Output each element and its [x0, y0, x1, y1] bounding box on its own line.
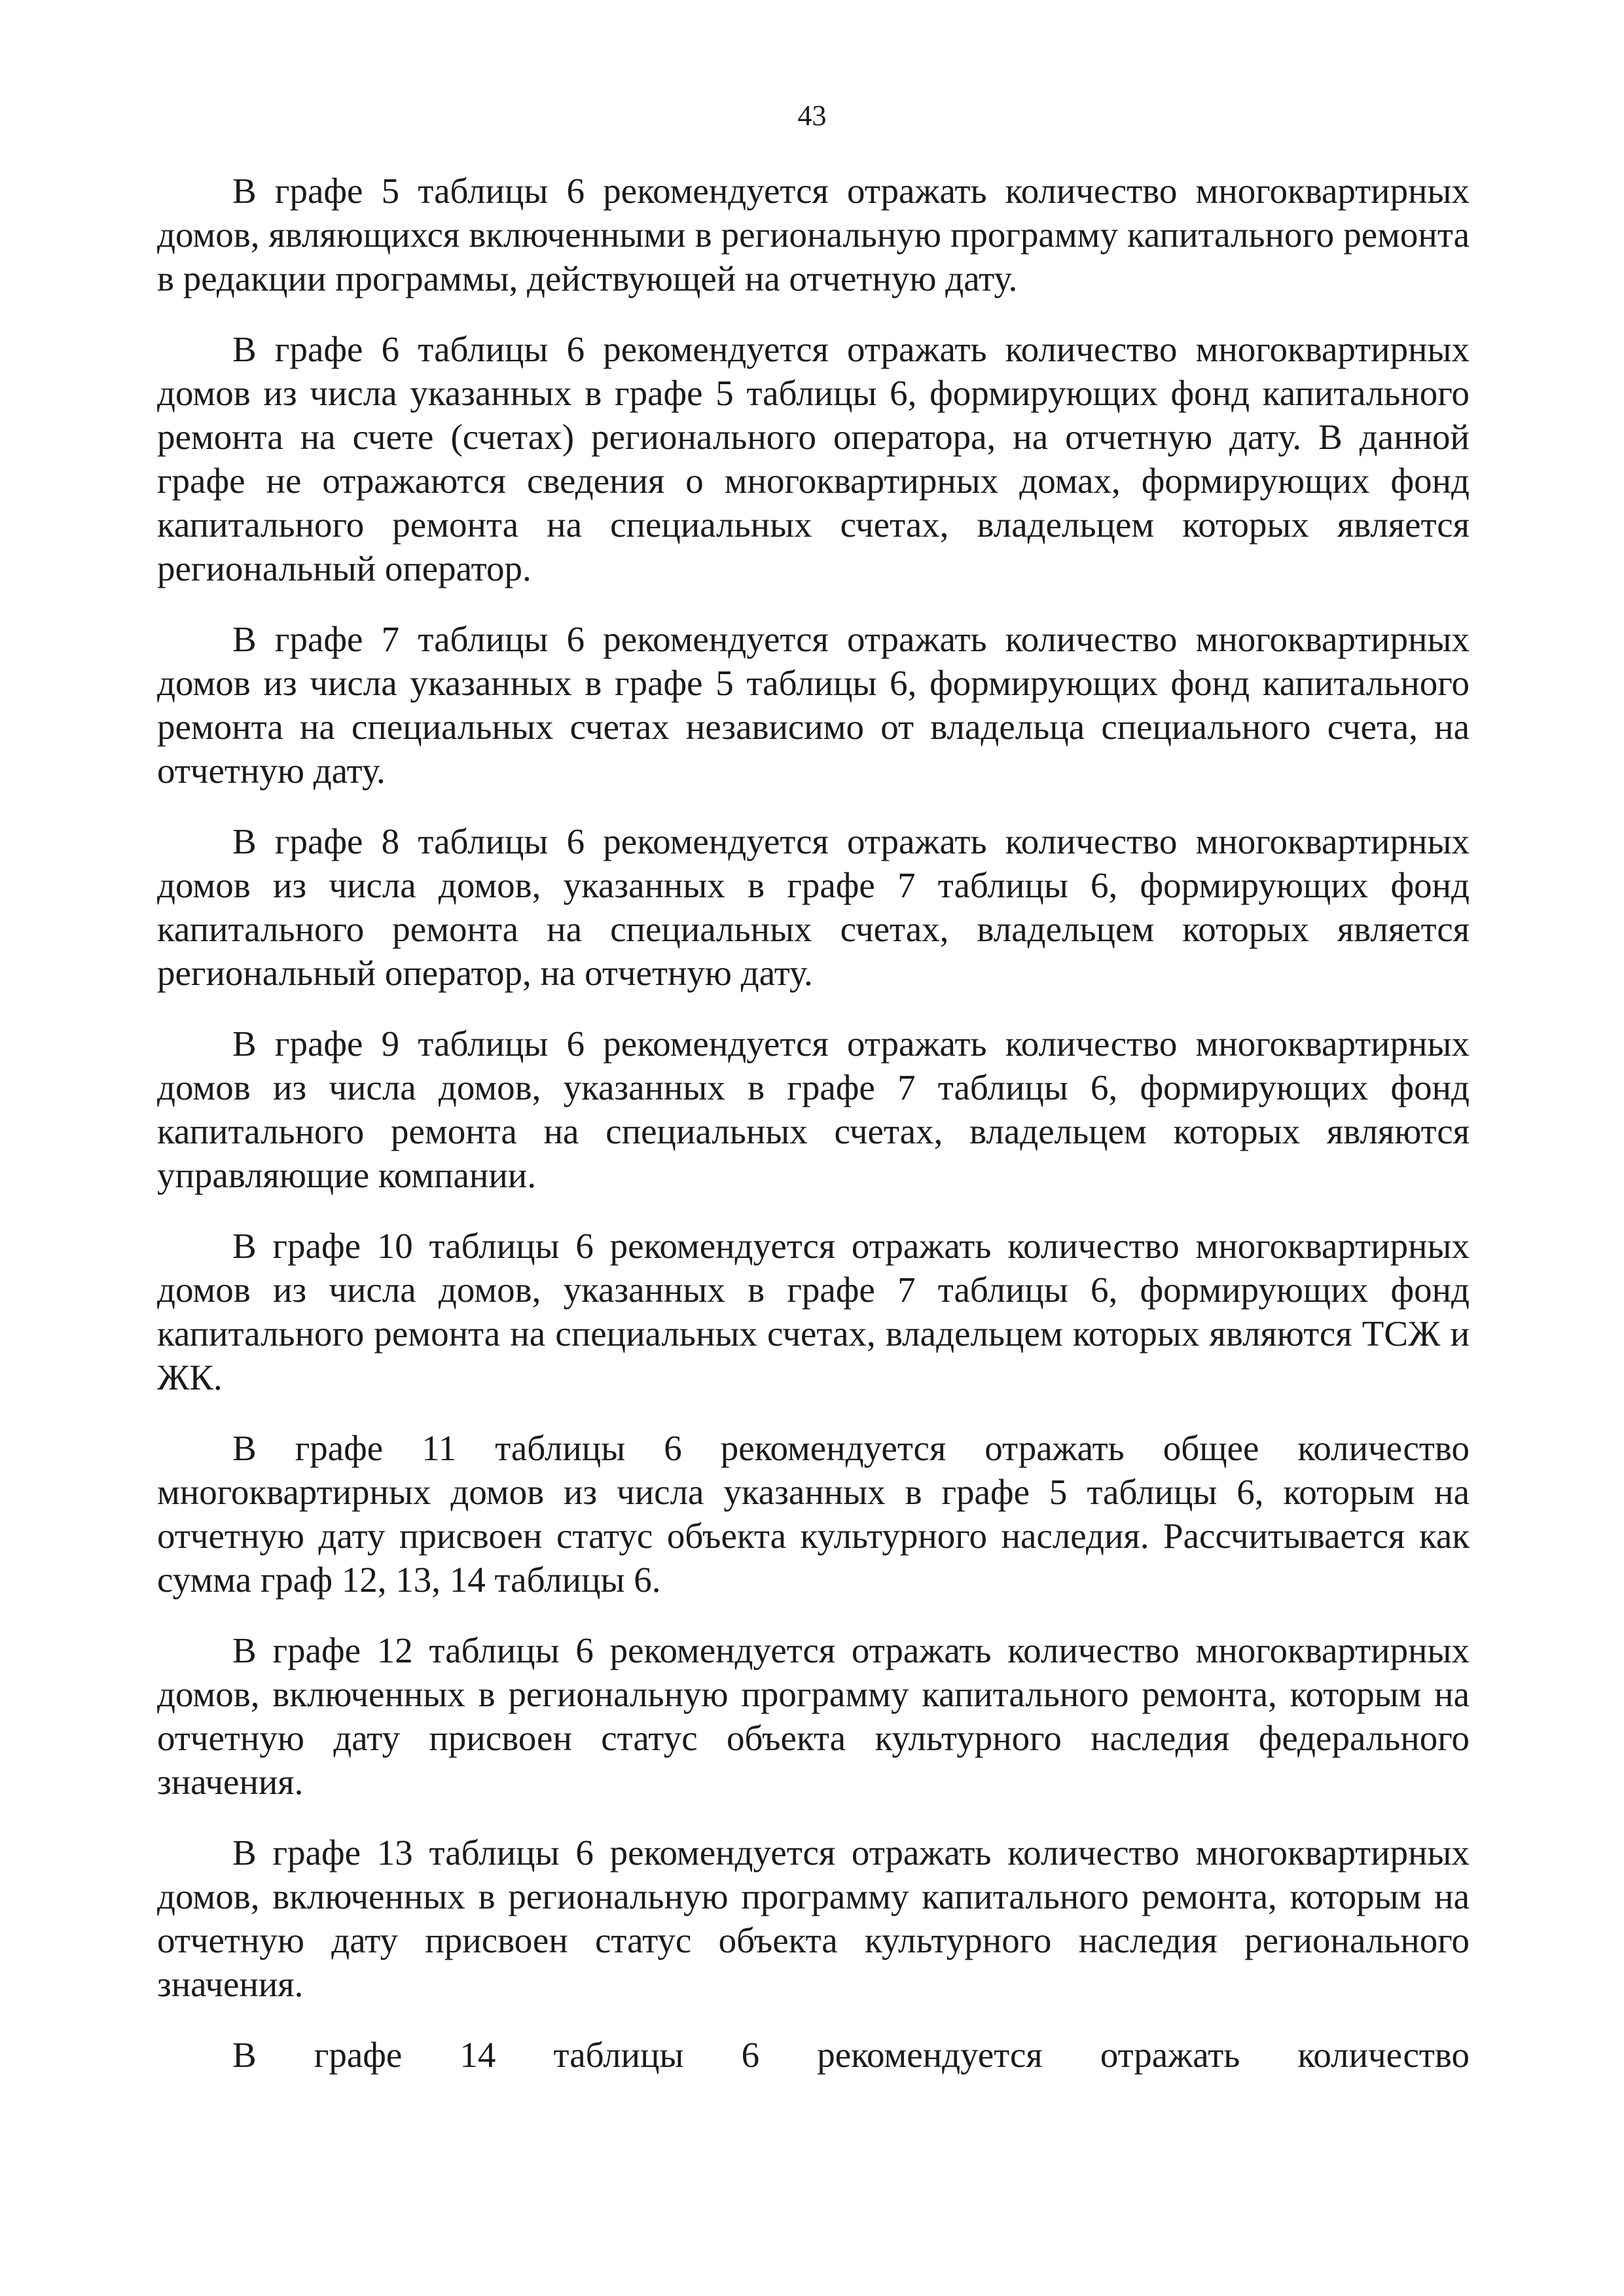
- paragraph-column-8: В графе 8 таблицы 6 рекомендуется отражать количество многоквартирных домов из числа домов, указанных в графе 7 таблицы 6, формирующих фонд капитального ремонта на специальных счетах, владельцем которых является региональный оператор, на отчетную дату.: [157, 821, 1470, 993]
- paragraph-column-7: В графе 7 таблицы 6 рекомендуется отражать количество многоквартирных домов из числа указанных в графе 5 таблицы 6, формирующих фонд капитального ремонта на специальных счетах независимо от владельца специального счета, на отчетную дату.: [157, 619, 1470, 791]
- paragraph-column-11: В графе 11 таблицы 6 рекомендуется отражать общее количество многоквартирных домов из числа указанных в графе 5 таблицы 6, которым на отчетную дату присвоен статус объекта культурного наследия. Рассчитывается как сумма граф 12, 13, 14 таблицы 6.: [157, 1428, 1470, 1600]
- paragraph-column-10: В графе 10 таблицы 6 рекомендуется отражать количество многоквартирных домов из числа домов, указанных в графе 7 таблицы 6, формирующих фонд капитального ремонта на специальных счетах, владельцем которых являются ТСЖ и ЖК.: [157, 1226, 1470, 1397]
- page-number: 43: [797, 99, 827, 132]
- paragraph-column-6: В графе 6 таблицы 6 рекомендуется отражать количество многоквартирных домов из числа указанных в графе 5 таблицы 6, формирующих фонд капитального ремонта на счете (счетах) регионального оператора, на отчетную дату. В данной графе не отражаются сведения о многоквартирных домах, формирующих фонд капитального ремонта на специальных счетах, владельцем которых является региональный оператор.: [157, 329, 1470, 588]
- page-body: [157, 169, 1470, 2077]
- paragraph-column-5: В графе 5 таблицы 6 рекомендуется отражать количество многоквартирных домов, являющихся включенными в региональную программу капитального ремонта в редакции программы, действующей на отчетную дату.: [157, 171, 1470, 298]
- paragraph-column-14: В графе 14 таблицы 6 рекомендуется отражать количество: [232, 2035, 1470, 2075]
- paragraph-column-13: В графе 13 таблицы 6 рекомендуется отражать количество многоквартирных домов, включенных в региональную программу капитального ремонта, которым на отчетную дату присвоен статус объекта культурного наследия регионального значения.: [157, 1833, 1470, 2004]
- paragraph-column-9: В графе 9 таблицы 6 рекомендуется отражать количество многоквартирных домов из числа домов, указанных в графе 7 таблицы 6, формирующих фонд капитального ремонта на специальных счетах, владельцем которых являются управляющие компании.: [157, 1024, 1470, 1195]
- paragraph-column-12: В графе 12 таблицы 6 рекомендуется отражать количество многоквартирных домов, включенных в региональную программу капитального ремонта, которым на отчетную дату присвоен статус объекта культурного наследия федерального значения.: [157, 1630, 1470, 1802]
